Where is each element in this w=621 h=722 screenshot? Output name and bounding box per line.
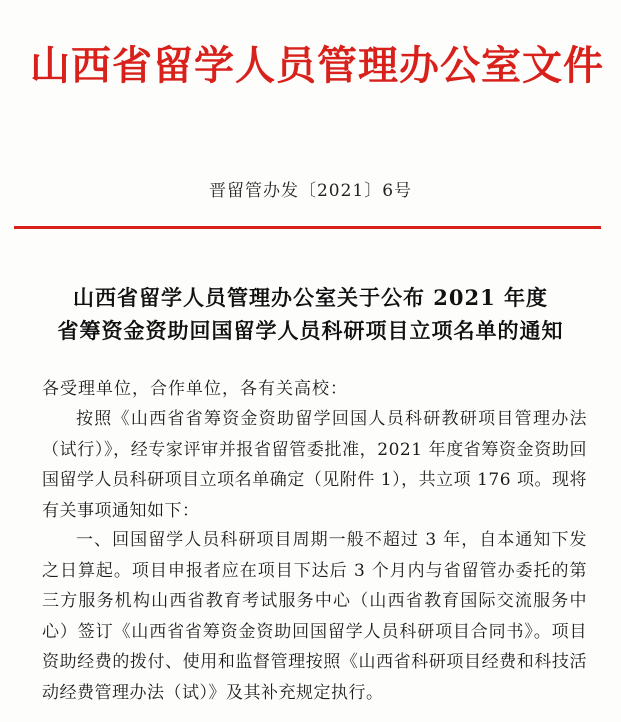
document-header-title: 山西省留学人员管理办公室文件 (30, 42, 604, 89)
red-divider-line (14, 226, 601, 229)
document-number: 晋留管办发〔2021〕6号 (208, 181, 413, 201)
body-paragraph-2: 一、回国留学人员科研项目周期一般不超过 3 年，自本通知下发之日算起。项目申报者应在项目下达后 3 个月内与省留管办委托的第三方服务机构山西省教育考试服务中心（山西省教育国际交流服务中心）签订《山西省省筹资金资助回国留学人员科研项目合同书》。项目资助经费的拨付、使用和监督管理按照《山西省科研项目经费和科技活动经费管理办法（试）》及其补充规定执行。 (42, 530, 587, 703)
notice-title-line1: 山西省留学人员管理办公室关于公布 2021 年度 (72, 285, 549, 310)
salutation: 各受理单位，合作单位，各有关高校： (42, 379, 348, 399)
body-paragraph-1: 按照《山西省省筹资金资助留学回国人员科研教研项目管理办法（试行）》，经专家评审并报省留管委批准，2021 年度省筹资金资助回国留学人员科研项目立项名单确定（见附件 1），共立项 176 项。现将有关事项通知如下： (42, 409, 587, 521)
notice-title-line2: 省筹资金资助回国留学人员科研项目立项名单的通知 (57, 318, 564, 343)
